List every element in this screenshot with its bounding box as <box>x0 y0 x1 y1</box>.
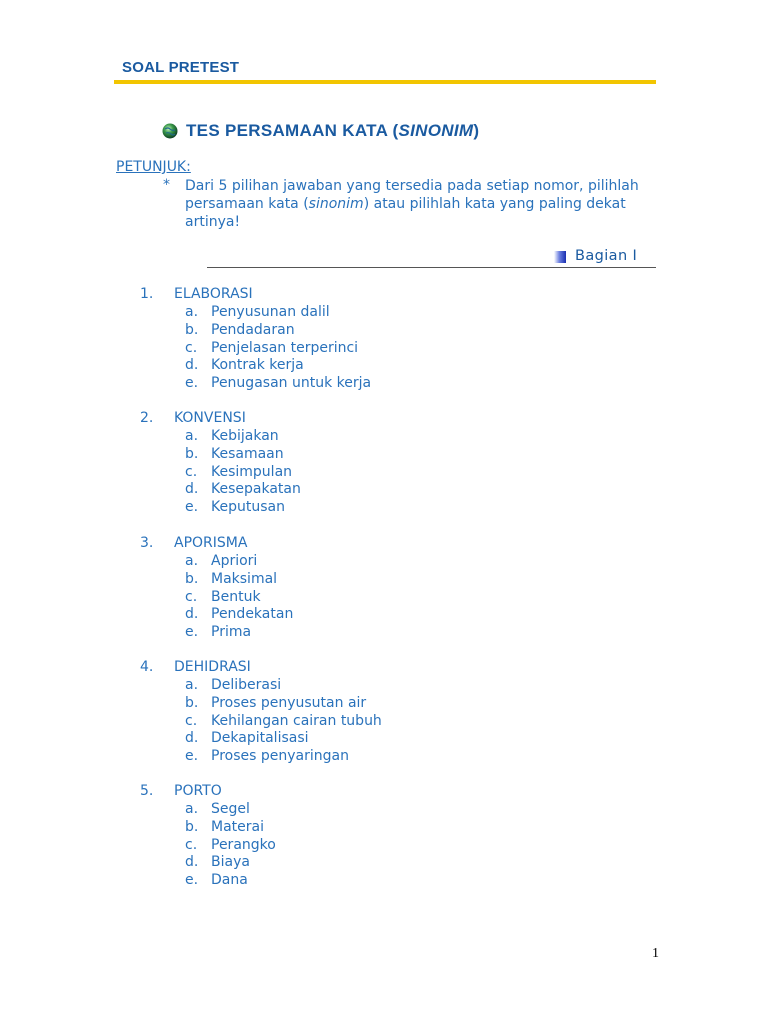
answer-option <box>185 340 371 358</box>
option-letter: a. <box>185 553 199 569</box>
option-letter: e. <box>185 624 199 641</box>
test-title-text <box>186 121 479 141</box>
question-number: 5. <box>140 783 154 799</box>
option-letter: d. <box>185 730 199 747</box>
question-word: ELABORASI <box>174 286 253 302</box>
option-text: Penyusunan dalil <box>211 304 330 320</box>
globe-bullet-icon <box>162 123 178 139</box>
option-letter: c. <box>185 463 198 480</box>
answer-option <box>185 801 276 819</box>
answer-options <box>185 553 293 642</box>
header-divider <box>114 80 656 84</box>
question-number: 2. <box>140 410 154 426</box>
header-title: SOAL PRETEST <box>122 59 240 76</box>
option-text: Perangko <box>211 836 276 853</box>
option-text: Kebijakan <box>211 428 279 444</box>
option-letter: b. <box>185 694 199 711</box>
question-number: 4. <box>140 659 154 675</box>
option-text: Kehilangan cairan tubuh <box>211 712 382 729</box>
option-text: Penjelasan terperinci <box>211 339 359 356</box>
option-letter: a. <box>185 677 199 693</box>
question-word: DEHIDRASI <box>174 659 251 675</box>
option-letter: a. <box>185 801 199 817</box>
answer-option <box>185 589 293 607</box>
answer-option <box>185 837 276 855</box>
option-letter: e. <box>185 499 199 516</box>
answer-option <box>185 677 382 695</box>
answer-option <box>185 322 371 340</box>
option-text: Kesamaan <box>211 445 284 462</box>
answer-option <box>185 872 276 890</box>
option-letter: e. <box>185 375 199 392</box>
option-letter: c. <box>185 712 198 729</box>
section-label: Bagian I <box>575 248 638 264</box>
answer-option <box>185 713 382 731</box>
answer-option <box>185 624 293 642</box>
instructions-text-emphasis: sinonim <box>308 196 364 212</box>
option-text: Apriori <box>211 553 258 569</box>
option-text: Biaya <box>211 854 250 871</box>
instructions-marker: * <box>163 177 170 193</box>
answer-option <box>185 357 371 375</box>
option-letter: e. <box>185 872 199 889</box>
question-number: 1. <box>140 286 154 302</box>
answer-option <box>185 571 293 589</box>
option-text: Maksimal <box>211 570 278 587</box>
option-letter: d. <box>185 481 199 498</box>
option-letter: a. <box>185 304 199 320</box>
option-letter: c. <box>185 339 198 356</box>
option-text: Pendekatan <box>211 606 294 623</box>
option-letter: d. <box>185 357 199 374</box>
answer-options <box>185 428 301 517</box>
option-letter: d. <box>185 854 199 871</box>
test-title-emphasis: SINONIM <box>398 121 474 140</box>
answer-options <box>185 677 382 766</box>
option-letter: d. <box>185 606 199 623</box>
page-number: 1 <box>652 946 659 961</box>
option-text: Dana <box>211 872 248 889</box>
option-text: Materai <box>211 818 264 835</box>
answer-option <box>185 553 293 571</box>
option-text: Segel <box>211 801 250 817</box>
answer-option <box>185 606 293 624</box>
answer-option <box>185 730 382 748</box>
question-word: PORTO <box>174 783 222 799</box>
option-letter: c. <box>185 836 198 853</box>
answer-option <box>185 428 301 446</box>
answer-option <box>185 819 276 837</box>
option-letter: c. <box>185 588 198 605</box>
test-title-suffix: ) <box>473 121 480 140</box>
option-text: Kontrak kerja <box>211 357 304 374</box>
option-letter: e. <box>185 748 199 765</box>
option-text: Proses penyaringan <box>211 748 349 765</box>
option-text: Bentuk <box>211 588 261 605</box>
instructions-text-before: Dari 5 pilihan jawaban yang tersedia pada setiap nomor, pilihlah persamaan kata ( <box>185 178 639 212</box>
answer-option <box>185 854 276 872</box>
test-title-prefix: TES PERSAMAAN KATA ( <box>186 121 399 140</box>
question-number: 3. <box>140 535 154 551</box>
option-text: Keputusan <box>211 499 285 516</box>
test-title <box>162 121 479 141</box>
answer-options <box>185 801 276 890</box>
answer-option <box>185 375 371 393</box>
answer-option <box>185 481 301 499</box>
section-divider <box>207 267 656 268</box>
gradient-square-icon <box>554 251 566 263</box>
answer-option <box>185 446 301 464</box>
instructions-label: PETUNJUK: <box>116 159 191 175</box>
option-letter: b. <box>185 321 199 338</box>
option-letter: b. <box>185 570 199 587</box>
question-word: KONVENSI <box>174 410 246 426</box>
answer-options <box>185 304 371 393</box>
option-letter: a. <box>185 428 199 444</box>
option-text: Proses penyusutan air <box>211 694 367 711</box>
option-text: Dekapitalisasi <box>211 730 309 747</box>
option-text: Deliberasi <box>211 677 282 693</box>
answer-option <box>185 695 382 713</box>
instructions-text <box>185 177 655 231</box>
option-letter: b. <box>185 818 199 835</box>
answer-option <box>185 464 301 482</box>
option-letter: b. <box>185 445 199 462</box>
option-text: Kesimpulan <box>211 463 293 480</box>
answer-option <box>185 499 301 517</box>
question-word: APORISMA <box>174 535 248 551</box>
answer-option <box>185 304 371 322</box>
option-text: Pendadaran <box>211 321 295 338</box>
answer-option <box>185 748 382 766</box>
option-text: Kesepakatan <box>211 481 301 498</box>
option-text: Penugasan untuk kerja <box>211 375 372 392</box>
option-text: Prima <box>211 624 252 641</box>
instructions-text-after: ) atau pilihlah kata yang paling dekat artinya! <box>185 196 626 230</box>
